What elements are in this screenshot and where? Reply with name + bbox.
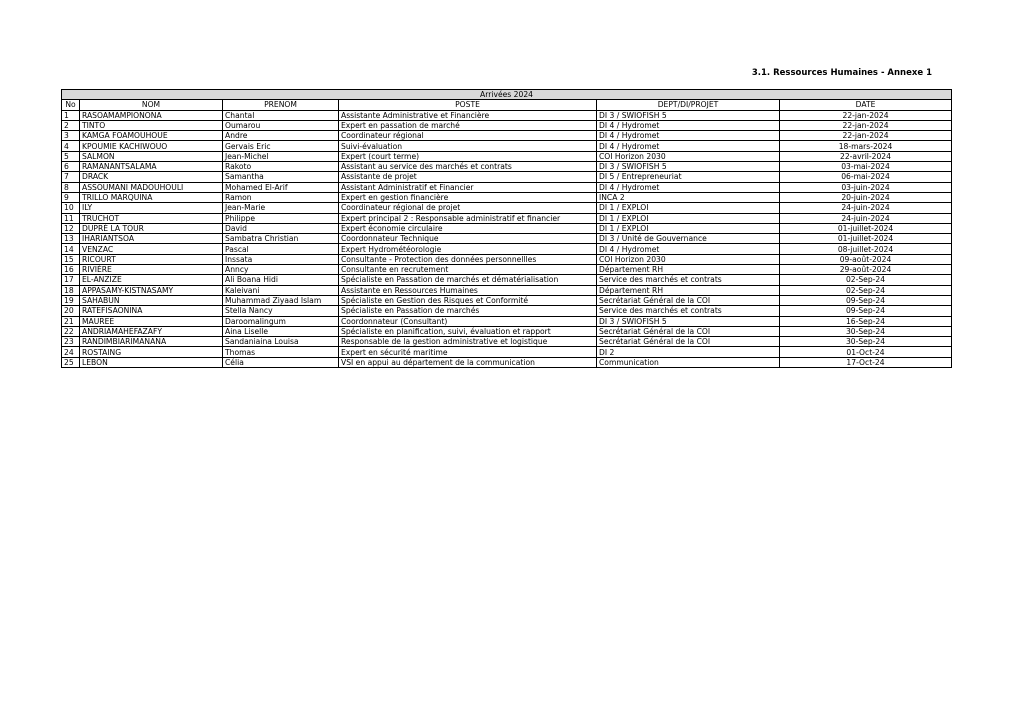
cell-date: 22-jan-2024 [780, 110, 952, 120]
cell-poste: Suivi-évaluation [339, 141, 597, 151]
cell-no: 23 [62, 337, 80, 347]
cell-date: 09-août-2024 [780, 254, 952, 264]
cell-prenom: Gervais Eric [223, 141, 339, 151]
column-header-poste: POSTE [339, 100, 597, 110]
cell-dept: DI 1 / EXPLOI [597, 203, 780, 213]
cell-dept: INCA 2 [597, 192, 780, 202]
cell-nom: VENZAC [80, 244, 223, 254]
cell-poste: Coordonnateur (Consultant) [339, 316, 597, 326]
cell-no: 8 [62, 182, 80, 192]
cell-date: 09-Sep-24 [780, 295, 952, 305]
cell-nom: LEBON [80, 357, 223, 367]
cell-prenom: Samantha [223, 172, 339, 182]
table-row [62, 120, 952, 130]
table-row [62, 223, 952, 233]
cell-date: 24-juin-2024 [780, 203, 952, 213]
cell-no: 13 [62, 234, 80, 244]
cell-date: 22-jan-2024 [780, 131, 952, 141]
cell-dept: Secrétariat Général de la COI [597, 295, 780, 305]
cell-date: 30-Sep-24 [780, 337, 952, 347]
cell-poste: Assistant au service des marchés et contrats [339, 162, 597, 172]
cell-no: 5 [62, 151, 80, 161]
table-row [62, 110, 952, 120]
column-header-no: No [62, 100, 80, 110]
cell-dept: COI Horizon 2030 [597, 151, 780, 161]
cell-nom: DUPRÉ LA TOUR [80, 223, 223, 233]
cell-dept: DI 1 / EXPLOI [597, 213, 780, 223]
table-body [62, 110, 952, 367]
cell-dept: DI 2 [597, 347, 780, 357]
cell-prenom: David [223, 223, 339, 233]
cell-nom: MAUREE [80, 316, 223, 326]
cell-dept: DI 4 / Hydromet [597, 244, 780, 254]
cell-no: 18 [62, 285, 80, 295]
cell-nom: RASOAMAMPIONONA [80, 110, 223, 120]
cell-dept: DI 3 / SWIOFISH 5 [597, 316, 780, 326]
cell-poste: Assistante en Ressources Humaines [339, 285, 597, 295]
cell-poste: Expert en gestion financière [339, 192, 597, 202]
cell-no: 19 [62, 295, 80, 305]
cell-no: 16 [62, 265, 80, 275]
table-row [62, 326, 952, 336]
cell-poste: Spécialiste en Passation de marchés [339, 306, 597, 316]
cell-prenom: Ramon [223, 192, 339, 202]
cell-nom: IHARIANTSOA [80, 234, 223, 244]
table-row [62, 213, 952, 223]
table-row [62, 265, 952, 275]
cell-no: 14 [62, 244, 80, 254]
cell-dept: DI 3 / Unité de Gouvernance [597, 234, 780, 244]
cell-no: 9 [62, 192, 80, 202]
cell-prenom: Célia [223, 357, 339, 367]
cell-no: 22 [62, 326, 80, 336]
cell-prenom: Ali Boana Hidi [223, 275, 339, 285]
cell-nom: SALMON [80, 151, 223, 161]
cell-nom: TRILLO MARQUINA [80, 192, 223, 202]
table-row [62, 151, 952, 161]
cell-nom: TINTO [80, 120, 223, 130]
column-header-nom: NOM [80, 100, 223, 110]
arrivals-table [61, 89, 952, 368]
table-row [62, 162, 952, 172]
cell-date: 01-Oct-24 [780, 347, 952, 357]
cell-date: 18-mars-2024 [780, 141, 952, 151]
cell-no: 15 [62, 254, 80, 264]
cell-dept: Secrétariat Général de la COI [597, 337, 780, 347]
table-row [62, 306, 952, 316]
cell-prenom: Oumarou [223, 120, 339, 130]
cell-dept: COI Horizon 2030 [597, 254, 780, 264]
column-header-prenom: PRENOM [223, 100, 339, 110]
table-row [62, 347, 952, 357]
cell-poste: Consultante en recrutement [339, 265, 597, 275]
cell-dept: DI 3 / SWIOFISH 5 [597, 162, 780, 172]
cell-dept: Service des marchés et contrats [597, 306, 780, 316]
page-title: 3.1. Ressources Humaines - Annexe 1 [751, 68, 932, 78]
table-row [62, 234, 952, 244]
table-row [62, 357, 952, 367]
cell-date: 16-Sep-24 [780, 316, 952, 326]
cell-dept: DI 4 / Hydromet [597, 182, 780, 192]
cell-poste: Expert en sécurité maritime [339, 347, 597, 357]
cell-date: 17-Oct-24 [780, 357, 952, 367]
table-row [62, 285, 952, 295]
cell-poste: Assistant Administratif et Financier [339, 182, 597, 192]
column-header-date: DATE [780, 100, 952, 110]
cell-prenom: Philippe [223, 213, 339, 223]
cell-poste: Expert économie circulaire [339, 223, 597, 233]
table-row [62, 316, 952, 326]
cell-nom: SAHABUN [80, 295, 223, 305]
cell-poste: Assistante de projet [339, 172, 597, 182]
cell-prenom: Aina Liselle [223, 326, 339, 336]
cell-date: 02-Sep-24 [780, 275, 952, 285]
cell-no: 17 [62, 275, 80, 285]
cell-no: 10 [62, 203, 80, 213]
cell-poste: Assistante Administrative et Financière [339, 110, 597, 120]
cell-no: 25 [62, 357, 80, 367]
cell-poste: Spécialiste en planification, suivi, évaluation et rapport [339, 326, 597, 336]
cell-nom: RATEFISAONINA [80, 306, 223, 316]
cell-dept: DI 4 / Hydromet [597, 141, 780, 151]
cell-date: 08-juillet-2024 [780, 244, 952, 254]
cell-date: 01-juillet-2024 [780, 234, 952, 244]
cell-poste: Coordonnateur Technique [339, 234, 597, 244]
cell-date: 03-juin-2024 [780, 182, 952, 192]
table-row [62, 254, 952, 264]
cell-date: 20-juin-2024 [780, 192, 952, 202]
cell-poste: Expert en passation de marché [339, 120, 597, 130]
cell-no: 3 [62, 131, 80, 141]
cell-nom: RAMANANTSALAMA [80, 162, 223, 172]
cell-no: 1 [62, 110, 80, 120]
cell-date: 02-Sep-24 [780, 285, 952, 295]
table-row [62, 172, 952, 182]
cell-dept: DI 4 / Hydromet [597, 131, 780, 141]
table-row [62, 337, 952, 347]
cell-date: 29-août-2024 [780, 265, 952, 275]
cell-dept: Secrétariat Général de la COI [597, 326, 780, 336]
table-row [62, 275, 952, 285]
table-row [62, 295, 952, 305]
cell-dept: Département RH [597, 265, 780, 275]
cell-no: 20 [62, 306, 80, 316]
table-caption-row [62, 90, 952, 100]
cell-nom: DRACK [80, 172, 223, 182]
cell-date: 24-juin-2024 [780, 213, 952, 223]
cell-prenom: Pascal [223, 244, 339, 254]
cell-no: 24 [62, 347, 80, 357]
cell-date: 01-juillet-2024 [780, 223, 952, 233]
cell-prenom: Jean-Michel [223, 151, 339, 161]
cell-prenom: Chantal [223, 110, 339, 120]
cell-nom: APPASAMY-KISTNASAMY [80, 285, 223, 295]
cell-prenom: Inssata [223, 254, 339, 264]
cell-prenom: Rakoto [223, 162, 339, 172]
cell-no: 11 [62, 213, 80, 223]
cell-nom: KAMGA FOAMOUHOUE [80, 131, 223, 141]
cell-poste: Coordinateur régional [339, 131, 597, 141]
cell-date: 22-jan-2024 [780, 120, 952, 130]
cell-prenom: Muhammad Ziyaad Islam [223, 295, 339, 305]
table-row [62, 131, 952, 141]
cell-nom: ROSTAING [80, 347, 223, 357]
cell-poste: Responsable de la gestion administrative et logistique [339, 337, 597, 347]
cell-dept: DI 5 / Entrepreneuriat [597, 172, 780, 182]
cell-poste: Spécialiste en Passation de marchés et dématérialisation [339, 275, 597, 285]
cell-nom: RICOURT [80, 254, 223, 264]
cell-dept: Département RH [597, 285, 780, 295]
cell-prenom: Thomas [223, 347, 339, 357]
table-row [62, 244, 952, 254]
cell-no: 12 [62, 223, 80, 233]
table-header-row [62, 100, 952, 110]
cell-dept: Communication [597, 357, 780, 367]
cell-prenom: Sambatra Christian [223, 234, 339, 244]
cell-nom: ASSOUMANI MADOUHOULI [80, 182, 223, 192]
cell-prenom: Daroomalingum [223, 316, 339, 326]
cell-prenom: Andre [223, 131, 339, 141]
cell-nom: RANDIMBIARIMANANA [80, 337, 223, 347]
cell-poste: Spécialiste en Gestion des Risques et Conformité [339, 295, 597, 305]
column-header-dept: DEPT/DI/PROJET [597, 100, 780, 110]
cell-poste: VSI en appui au département de la communication [339, 357, 597, 367]
cell-date: 03-mai-2024 [780, 162, 952, 172]
cell-no: 6 [62, 162, 80, 172]
cell-no: 21 [62, 316, 80, 326]
cell-poste: Expert (court terme) [339, 151, 597, 161]
cell-no: 2 [62, 120, 80, 130]
table-caption: Arrivées 2024 [62, 90, 952, 100]
cell-prenom: Stella Nancy [223, 306, 339, 316]
table-row [62, 192, 952, 202]
cell-nom: ANDRIAMAHEFAZAFY [80, 326, 223, 336]
table-row [62, 182, 952, 192]
cell-prenom: Sandaniaina Louisa [223, 337, 339, 347]
table-row [62, 203, 952, 213]
cell-prenom: Mohamed El-Arif [223, 182, 339, 192]
cell-dept: DI 4 / Hydromet [597, 120, 780, 130]
cell-prenom: Jean-Marie [223, 203, 339, 213]
cell-nom: RIVIÈRE [80, 265, 223, 275]
cell-dept: DI 3 / SWIOFISH 5 [597, 110, 780, 120]
cell-nom: EL-ANZIZE [80, 275, 223, 285]
cell-poste: Expert Hydrométéorologie [339, 244, 597, 254]
cell-dept: DI 1 / EXPLOI [597, 223, 780, 233]
table-row [62, 141, 952, 151]
cell-no: 4 [62, 141, 80, 151]
cell-date: 09-Sep-24 [780, 306, 952, 316]
cell-date: 30-Sep-24 [780, 326, 952, 336]
cell-nom: TRUCHOT [80, 213, 223, 223]
cell-nom: ILY [80, 203, 223, 213]
cell-no: 7 [62, 172, 80, 182]
cell-prenom: Anncy [223, 265, 339, 275]
cell-date: 06-mai-2024 [780, 172, 952, 182]
cell-dept: Service des marchés et contrats [597, 275, 780, 285]
cell-poste: Coordinateur régional de projet [339, 203, 597, 213]
cell-date: 22-avril-2024 [780, 151, 952, 161]
cell-prenom: Kaleivani [223, 285, 339, 295]
cell-poste: Expert principal 2 : Responsable administratif et financier [339, 213, 597, 223]
cell-poste: Consultante - Protection des données personnellles [339, 254, 597, 264]
cell-nom: KPOUMIE KACHIWOUO [80, 141, 223, 151]
